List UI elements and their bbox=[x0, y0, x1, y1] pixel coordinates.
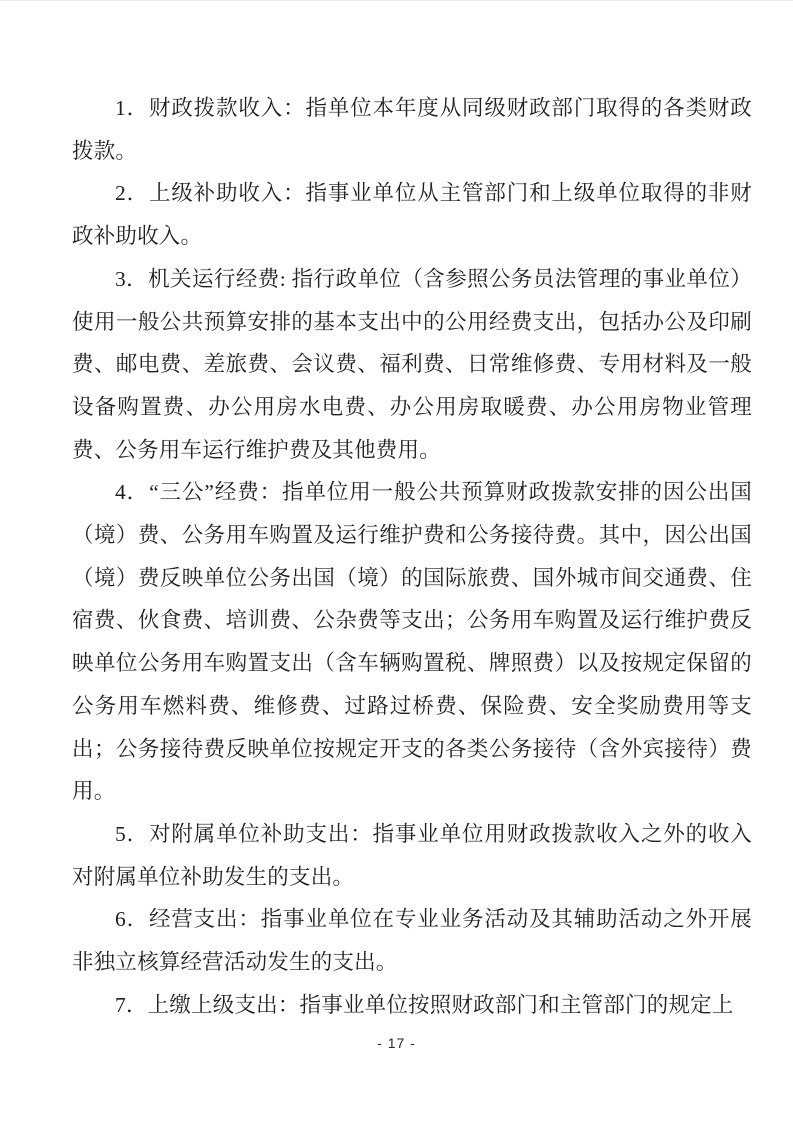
paragraph-6: 6．经营支出：指事业单位在专业业务活动及其辅助活动之外开展非独立核算经营活动发生的支出。 bbox=[72, 907, 752, 975]
page-number: - 17 - bbox=[377, 1035, 416, 1051]
paragraph-5: 5．对附属单位补助支出：指事业单位用财政拨款收入之外的收入对附属单位补助发生的支出。 bbox=[72, 821, 752, 889]
paragraph-7: 7．上缴上级支出：指事业单位按照财政部门和主管部门的规定上 bbox=[115, 992, 734, 1017]
paragraph-4: 4．“三公”经费：指单位用一般公共预算财政拨款安排的因公出国（境）费、公务用车购置及运行维护费和公务接待费。其中，因公出国（境）费反映单位公务出国（境）的国际旅费、国外城市间交通费、住宿费、伙食费、培训费、公杂费等支出；公务用车购置及运行维护费反映单位公务用车购置支出（含车辆购置税、牌照费）以及按规定保留的公务用车燃料费、维修费、过路过桥费、保险费、安全奖励费用等支出；公务接待费反映单位按规定开支的各类公务接待（含外宾接待）费用。 bbox=[72, 480, 752, 804]
document-body bbox=[72, 87, 752, 1026]
paragraph-1: 1．财政拨款收入：指单位本年度从同级财政部门取得的各类财政拨款。 bbox=[72, 96, 752, 163]
paragraph-3: 3．机关运行经费: 指行政单位（含参照公务员法管理的事业单位）使用一般公共预算安排的基本支出中的公用经费支出，包括办公及印刷费、邮电费、差旅费、会议费、福利费、日常维修费、专用材料及一般设备购置费、办公用房水电费、办公用房取暖费、办公用房物业管理费、公务用车运行维护费及其他费用。 bbox=[72, 266, 752, 462]
paragraph-2: 2．上级补助收入：指事业单位从主管部门和上级单位取得的非财政补助收入。 bbox=[72, 181, 752, 249]
